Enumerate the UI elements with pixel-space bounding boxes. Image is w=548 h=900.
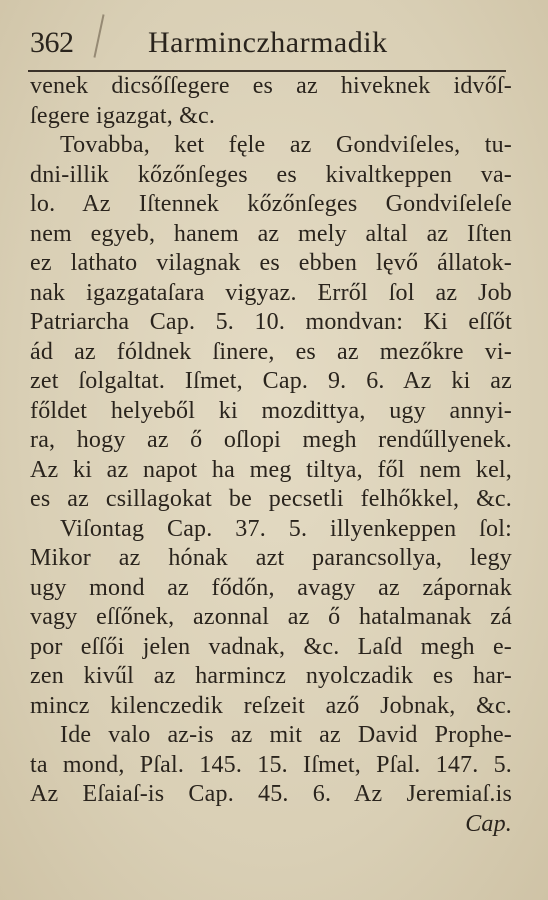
text-line: nem egyeb, hanem az mely altal az Iſten <box>30 220 512 247</box>
text-line: nak igazgataſara vigyaz. Erről ſol az Job <box>30 279 512 306</box>
text-line: Patriarcha Cap. 5. 10. mondvan: Ki eſſőt <box>30 309 512 335</box>
text-line: zen kivűl az harmincz nyolczadik es har- <box>30 663 512 689</box>
catchword: Cap. <box>465 810 512 837</box>
text-line: zet ſolgaltat. Iſmet, Cap. 9. 6. Az ki az <box>30 368 512 394</box>
text-line: ſegere igazgat, &c. <box>30 102 216 129</box>
text-line: venek dicsőſſegere es az hiveknek idvőſ- <box>30 73 512 99</box>
text-line: vagy eſſőnek, azonnal az ő hatalmanak zá <box>30 604 512 630</box>
text-line: ez lathato vilagnak es ebben lęvő állatok- <box>30 250 512 276</box>
text-line: Tovabba, ket fęle az Gondviſeles, tu- <box>60 132 512 158</box>
body-text <box>30 72 512 839</box>
text-line: ugy mond az fődőn, avagy az zápornak <box>30 574 512 601</box>
page-number: 362 <box>30 26 74 59</box>
text-line: ta mond, Pſal. 145. 15. Iſmet, Pſal. 147. 5. <box>30 751 512 778</box>
text-line: Mikor az hónak azt parancsollya, legy <box>30 545 512 571</box>
text-line: ra, hogy az ő oſlopi megh rendűllyenek. <box>30 427 512 453</box>
text-line: por eſſői jelen vadnak, &c. Laſd megh e- <box>30 633 512 660</box>
text-line: főldet helyeből ki mozdittya, ugy annyi- <box>30 397 512 424</box>
text-line: ád az fóldnek ſinere, es az mezőkre vi- <box>30 338 512 365</box>
text-line: lo. Az Iſtennek kőzőnſeges Gondviſeleſe <box>30 191 512 217</box>
text-line: Az Eſaiaſ-is Cap. 45. 6. Az Jeremiaſ.is <box>30 781 512 807</box>
text-line: Ide valo az-is az mit az David Prophe- <box>60 722 512 748</box>
text-line: dni-illik kőzőnſeges es kivaltkeppen va- <box>30 161 512 188</box>
text-line: Az ki az napot ha meg tiltya, fől nem kel, <box>30 456 512 483</box>
page-header <box>30 22 510 62</box>
text-line: mincz kilenczedik reſzeit aző Jobnak, &c. <box>30 692 512 719</box>
text-line: es az csillagokat be pecsetli felhőkkel, &c. <box>30 486 512 512</box>
running-title: Harminczharmadik <box>148 26 388 59</box>
text-line: Viſontag Cap. 37. 5. illyenkeppen ſol: <box>60 515 512 542</box>
